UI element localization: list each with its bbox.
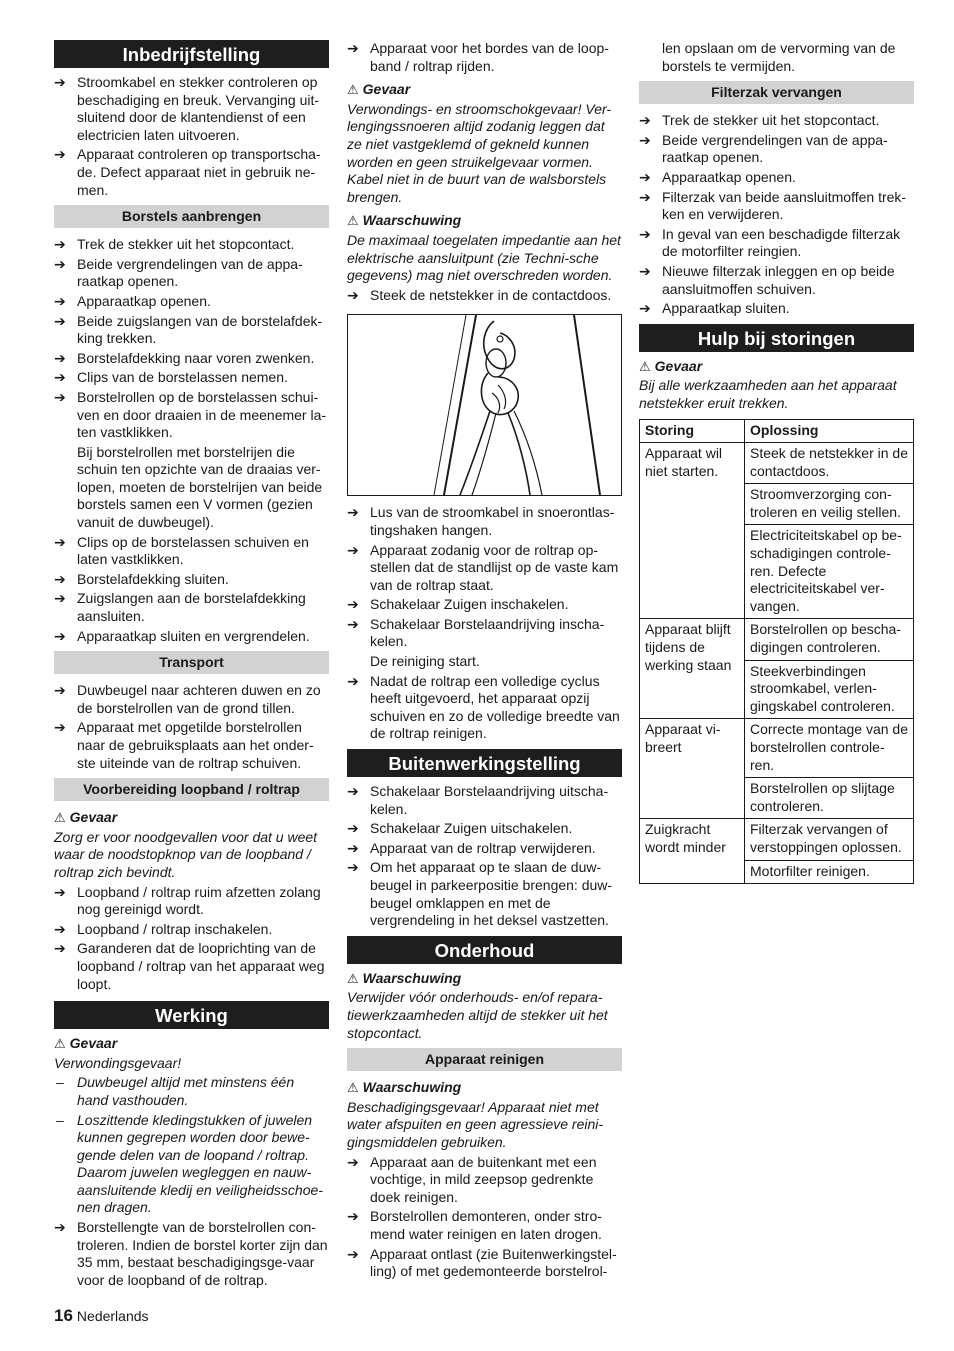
list-voorbereiding (54, 884, 329, 994)
list-item (347, 859, 622, 929)
cable-hook-drawing (348, 315, 621, 495)
list-item (54, 1219, 329, 1289)
arrow-bullet-icon: ➔ (639, 188, 651, 205)
list-item-text: Borstelrollen demonteren, onder stro-mend water reinigen en laten drogen. (370, 1208, 602, 1242)
list-item (639, 300, 914, 318)
list-item-text: Zuigslangen aan de borstelafdekking aansluiten. (77, 590, 306, 625)
continued-text: len opslaan om de vervorming van de borstels te vermijden. (662, 40, 896, 74)
fault-cause-cell: Apparaat blijft tijdens de werking staan (640, 619, 745, 719)
list-item (347, 783, 622, 818)
list-item-text: Duwbeugel naar achteren duwen en zo de borstelrollen van de grond tillen. (77, 682, 321, 716)
page-footer (54, 1307, 149, 1326)
list-col2-mid (347, 287, 622, 305)
list-item-text: Om het apparaat op te slaan de duw-beugel in parkeerpositie brengen: duw-beugel omklappen en met de vergrendeling in het deksel vastzetten. (370, 859, 613, 929)
warning-text: Bij alle werkzaamheden aan het apparaat netstekker eruit trekken. (639, 377, 897, 411)
list-item (347, 1246, 622, 1281)
list-item-text: Borstelrollen op de borstelassen schui-ven en door draaien in de meenemer la-ten vastklikken. (77, 388, 327, 441)
list-item-text: Apparaat voor het bordes van de loop-band / roltrap rijden. (370, 40, 609, 74)
warning-icon: ⚠ (347, 970, 359, 986)
list-item (54, 682, 329, 717)
arrow-bullet-icon: ➔ (54, 292, 66, 309)
list-item-text: Trek de stekker uit het stopcontact. (77, 236, 295, 253)
warning-title: ⚠ Gevaar (54, 1035, 118, 1052)
arrow-bullet-icon: ➔ (347, 286, 359, 303)
list-item (639, 132, 914, 167)
list-item-text: Steek de netstekker in de contactdoos. (370, 286, 612, 303)
list-item-text: Apparaatkap sluiten en vergrendelen. (77, 627, 310, 644)
warning-icon: ⚠ (54, 1036, 66, 1052)
fault-cause-cell: Zuigkracht wordt minder (640, 819, 745, 884)
list-buitenwerking (347, 783, 622, 930)
arrow-bullet-icon: ➔ (347, 1153, 359, 1170)
arrow-bullet-icon: ➔ (347, 504, 359, 521)
list-item (347, 616, 622, 651)
list-item (347, 820, 622, 838)
column-middle (347, 40, 622, 1283)
arrow-bullet-icon: ➔ (54, 570, 66, 587)
list-col2-after-figure (347, 504, 622, 651)
list-werking-dashes (54, 1074, 329, 1217)
column-right (639, 40, 914, 884)
list-item (54, 534, 329, 569)
arrow-bullet-icon: ➔ (347, 541, 359, 558)
arrow-bullet-icon: ➔ (54, 255, 66, 272)
list-item (54, 1074, 329, 1109)
warning-text: Zorg er voor noodgevallen voor dat u weet waar de noodstopknop van de loopband / roltrap zich bevindt. (54, 828, 318, 880)
list-item (54, 313, 329, 348)
list-item (639, 169, 914, 187)
list-item-text: Apparaatkap openen. (77, 292, 211, 309)
list-item (54, 590, 329, 625)
list-item-text: Lus van de stroomkabel in snoerontlas-tingshaken hangen. (370, 504, 615, 538)
list-item (54, 369, 329, 387)
list-item-text: Stroomkabel en stekker controleren op beschadiging en breuk. Vervanging uit-sluitend door de klantendienst of een electricien laten uitvoeren. (77, 74, 320, 143)
warning-title: ⚠ Waarschuwing (347, 969, 462, 986)
list-item (639, 263, 914, 298)
fault-table-body (640, 443, 914, 884)
warning-text: Verwijder vóór onderhouds- en/of repara-tiewerkzaamheden altijd de stekker uit het stopcontact. (347, 989, 608, 1041)
arrow-bullet-icon: ➔ (347, 839, 359, 856)
list-item-text: Clips van de borstelassen nemen. (77, 369, 288, 386)
warning-text: De maximaal toegelaten impedantie aan het elektrische aansluitpunt (zie Techni-sche gegevens) mag niet overschreden worden. (347, 231, 621, 284)
list-item (347, 1154, 622, 1207)
fault-cause-cell: Apparaat wil niet starten. (640, 443, 745, 619)
fault-remedy-cell: Steekverbindingen stroomkabel, verlen-gingskabel controleren. (745, 660, 914, 719)
footer-language: Nederlands (76, 1308, 149, 1324)
arrow-bullet-icon: ➔ (54, 920, 66, 937)
warning-icon: ⚠ (54, 810, 66, 826)
column-header-oplossing: Oplossing (745, 419, 914, 443)
section-title-hulp: Hulp bij storingen (639, 324, 914, 352)
page-number: 16 (54, 1306, 73, 1325)
list-filterzak (639, 112, 914, 318)
fault-remedy-cell: Borstelrollen op slijtage controleren. (745, 778, 914, 819)
cable-hook-illustration (347, 314, 622, 496)
list-item-text: Nadat de roltrap een volledige cyclus heeft uitgevoerd, het apparaat opzij schuiven en zo de volledige breedte van de roltrap reinigen. (370, 672, 620, 742)
arrow-bullet-icon: ➔ (54, 369, 66, 386)
arrow-bullet-icon: ➔ (54, 940, 66, 957)
fault-remedy-cell: Stroomverzorging con-troleren en veilig stellen. (745, 484, 914, 525)
list-item (54, 1112, 329, 1218)
list-inbedrijfstelling (54, 74, 329, 199)
list-item-text: Borstellengte van de borstelrollen con-troleren. Indien de borstel korter zijn dan 35 mm, bestaat beschadigingsge-vaar voor de loopband of de roltrap. (77, 1219, 328, 1288)
arrow-bullet-icon: ➔ (54, 590, 66, 607)
arrow-bullet-icon: ➔ (639, 300, 651, 317)
warning-title: ⚠ Gevaar (639, 357, 703, 374)
column-header-storing: Storing (640, 419, 745, 443)
arrow-bullet-icon: ➔ (347, 783, 359, 800)
list-item (54, 146, 329, 199)
table-row (640, 443, 914, 484)
list-item-text: Apparaatkap sluiten. (662, 300, 790, 317)
list-item-text: Borstelafdekking naar voren zwenken. (77, 349, 315, 366)
list-item (639, 189, 914, 224)
arrow-bullet-icon: ➔ (639, 168, 651, 185)
warning-title: ⚠ Gevaar (54, 809, 118, 826)
warning-text: Beschadigingsgevaar! Apparaat niet met water afspuiten en geen agressieve reini-gingsmiddelen gebruiken. (347, 1098, 604, 1150)
arrow-bullet-icon: ➔ (639, 131, 651, 148)
arrow-bullet-icon: ➔ (54, 627, 66, 644)
list-item (347, 840, 622, 858)
list-item-text: Borstelafdekking sluiten. (77, 570, 229, 587)
section-title-inbedrijfstelling: Inbedrijfstelling (54, 40, 329, 68)
section-title-onderhoud: Onderhoud (347, 936, 622, 964)
list-item-text: Filterzak van beide aansluitmoffen trek-ken en verwijderen. (662, 188, 907, 223)
subsection-title-reinigen: Apparaat reinigen (347, 1048, 622, 1071)
arrow-bullet-icon: ➔ (347, 672, 359, 689)
warning-title: ⚠ Gevaar (347, 81, 411, 98)
list-item (347, 40, 622, 75)
warning-text: Verwondingsgevaar! (54, 1054, 182, 1071)
list-item (54, 236, 329, 254)
subsection-title-transport: Transport (54, 651, 329, 674)
arrow-bullet-icon: ➔ (54, 682, 66, 699)
list-item-text: Clips op de borstelassen schuiven en laten vastklikken. (77, 533, 309, 568)
dash-bullet: – (56, 1074, 64, 1091)
table-header-row (640, 419, 914, 443)
list-item (347, 1208, 622, 1243)
list-item-text: Beide vergrendelingen van de appa-raatkap openen. (662, 131, 888, 166)
arrow-bullet-icon: ➔ (54, 349, 66, 366)
list-item-text: Garanderen dat de looprichting van de loopband / roltrap van het apparaat weg loopt. (77, 940, 325, 992)
arrow-bullet-icon: ➔ (639, 112, 651, 129)
arrow-bullet-icon: ➔ (347, 859, 359, 876)
list-item (54, 256, 329, 291)
list-item-text: Beide zuigslangen van de borstelafdek-king trekken. (77, 312, 323, 347)
arrow-bullet-icon: ➔ (54, 719, 66, 736)
subsection-title-filterzak: Filterzak vervangen (639, 81, 914, 104)
arrow-bullet-icon: ➔ (347, 40, 359, 56)
list-borstels (54, 236, 329, 442)
list-reinigen (347, 1154, 622, 1281)
list-item-text: Apparaat ontlast (zie Buitenwerkingstel-ling) of met gedemonteerde borstelrol- (370, 1245, 617, 1280)
list-item (54, 350, 329, 368)
list-item (54, 940, 329, 993)
list-item-text: Duwbeugel altijd met minstens één hand vasthouden. (77, 1074, 295, 1108)
fault-remedy-cell: Steek de netstekker in de contactdoos. (745, 443, 914, 484)
arrow-bullet-icon: ➔ (54, 1219, 66, 1236)
section-title-werking: Werking (54, 1001, 329, 1029)
list-item (347, 673, 622, 743)
list-col2-after-figure-2 (347, 673, 622, 743)
arrow-bullet-icon: ➔ (347, 820, 359, 837)
warning-icon: ⚠ (639, 358, 651, 374)
arrow-bullet-icon: ➔ (54, 146, 66, 163)
list-item-text: Schakelaar Zuigen uitschakelen. (370, 820, 573, 837)
warning-title: ⚠ Waarschuwing (347, 1079, 462, 1096)
list-item-text: Schakelaar Zuigen inschakelen. (370, 596, 569, 613)
fault-remedy-cell: Correcte montage van de borstelrollen controle-ren. (745, 719, 914, 778)
warning-title: ⚠ Waarschuwing (347, 212, 462, 229)
arrow-bullet-icon: ➔ (347, 1208, 359, 1225)
fault-remedy-cell: Borstelrollen op bescha-digingen controleren. (745, 619, 914, 660)
arrow-bullet-icon: ➔ (347, 596, 359, 613)
list-item-text: Loszittende kledingstukken of juwelen kunnen gegrepen worden door bewe-gende delen van de loopand / roltrap. Daarom juwelen wegleggen en nauw-aansluitende kledij en veiligheidsschoe-nen dragen. (77, 1111, 323, 1216)
warning-icon: ⚠ (347, 82, 359, 98)
arrow-bullet-icon: ➔ (54, 74, 66, 90)
list-item (54, 719, 329, 772)
list-item (54, 884, 329, 919)
list-item-text: Beide vergrendelingen van de appa-raatkap openen. (77, 255, 303, 290)
fault-remedy-cell: Motorfilter reinigen. (745, 860, 914, 884)
list-item (54, 293, 329, 311)
list-item (347, 542, 622, 595)
list-item-text: Apparaat van de roltrap verwijderen. (370, 839, 596, 856)
list-item-text: Apparaat aan de buitenkant met een vochtige, in mild zeepsop gedrenkte doek reinigen. (370, 1153, 597, 1205)
borstels-note: Bij borstelrollen met borstelrijen die schuin ten opzichte van de draaias ver-lopen, moeten de borstelrijen van beide borstels samen een V vormen (gezien vanuit de duwbeugel). (77, 443, 323, 531)
subsection-title-voorbereiding: Voorbereiding loopband / roltrap (54, 778, 329, 801)
list-item (54, 571, 329, 589)
arrow-bullet-icon: ➔ (54, 312, 66, 329)
arrow-bullet-icon: ➔ (347, 1245, 359, 1262)
fault-remedy-cell: Filterzak vervangen of verstoppingen oplossen. (745, 819, 914, 860)
list-item-text: In geval van een beschadigde filterzak de motorfilter reingien. (662, 225, 901, 260)
list-werking (54, 1219, 329, 1289)
table-row (640, 619, 914, 660)
list-item (347, 287, 622, 305)
list-transport (54, 682, 329, 772)
table-row (640, 719, 914, 778)
list-item (54, 389, 329, 442)
fault-remedy-cell: Electriciteitskabel op be-schadigingen controle-ren. Defecte electriciteitskabel ver-vangen. (745, 525, 914, 619)
list-item (54, 74, 329, 144)
arrow-bullet-icon: ➔ (54, 883, 66, 900)
list-item (639, 112, 914, 130)
list-item (347, 504, 622, 539)
start-note: De reiniging start. (370, 653, 480, 670)
list-item-text: Schakelaar Borstelaandrijving inscha-kelen. (370, 615, 605, 650)
arrow-bullet-icon: ➔ (639, 225, 651, 242)
warning-text: Verwondings- en stroomschokgevaar! Ver-lengingssnoeren altijd zodanig leggen dat ze niet vastgeklemd of gekneld kunnen worden en geen struikelgevaar vormen. Kabel niet in de buurt van de walsborstels brengen. (347, 100, 612, 205)
list-col2-top (347, 40, 622, 75)
list-item (347, 596, 622, 614)
subsection-title-borstels: Borstels aanbrengen (54, 205, 329, 228)
list-item (54, 921, 329, 939)
warning-icon: ⚠ (347, 1080, 359, 1096)
arrow-bullet-icon: ➔ (54, 533, 66, 550)
section-title-buitenwerking: Buitenwerkingstelling (347, 749, 622, 777)
arrow-bullet-icon: ➔ (347, 615, 359, 632)
list-item (639, 226, 914, 261)
fault-table (639, 419, 914, 885)
arrow-bullet-icon: ➔ (639, 262, 651, 279)
list-item (54, 628, 329, 646)
list-item-text: Loopband / roltrap ruim afzetten zolang nog gereinigd wordt. (77, 883, 321, 918)
list-item-text: Trek de stekker uit het stopcontact. (662, 112, 880, 129)
list-item-text: Apparaat zodanig voor de roltrap op-stellen dat de standlijst op de vaste kam van de roltrap staat. (370, 541, 619, 593)
list-item-text: Schakelaar Borstelaandrijving uitscha-kelen. (370, 783, 609, 817)
list-item-text: Nieuwe filterzak inleggen en op beide aansluitmoffen schuiven. (662, 262, 895, 297)
list-item-text: Apparaat met opgetilde borstelrollen naar de gebruiksplaats aan het onder-ste uiteinde van de roltrap schuiven. (77, 719, 314, 771)
dash-bullet: – (56, 1111, 64, 1128)
list-borstels-2 (54, 534, 329, 646)
column-left (54, 40, 329, 1291)
list-item-text: Apparaatkap openen. (662, 168, 796, 185)
table-row (640, 819, 914, 860)
arrow-bullet-icon: ➔ (54, 388, 66, 405)
warning-icon: ⚠ (347, 213, 359, 229)
fault-cause-cell: Apparaat vi-breert (640, 719, 745, 819)
list-item-text: Loopband / roltrap inschakelen. (77, 920, 273, 937)
arrow-bullet-icon: ➔ (54, 236, 66, 253)
list-item-text: Apparaat controleren op transportscha-de. Defect apparaat niet in gebruik ne-men. (77, 146, 321, 198)
